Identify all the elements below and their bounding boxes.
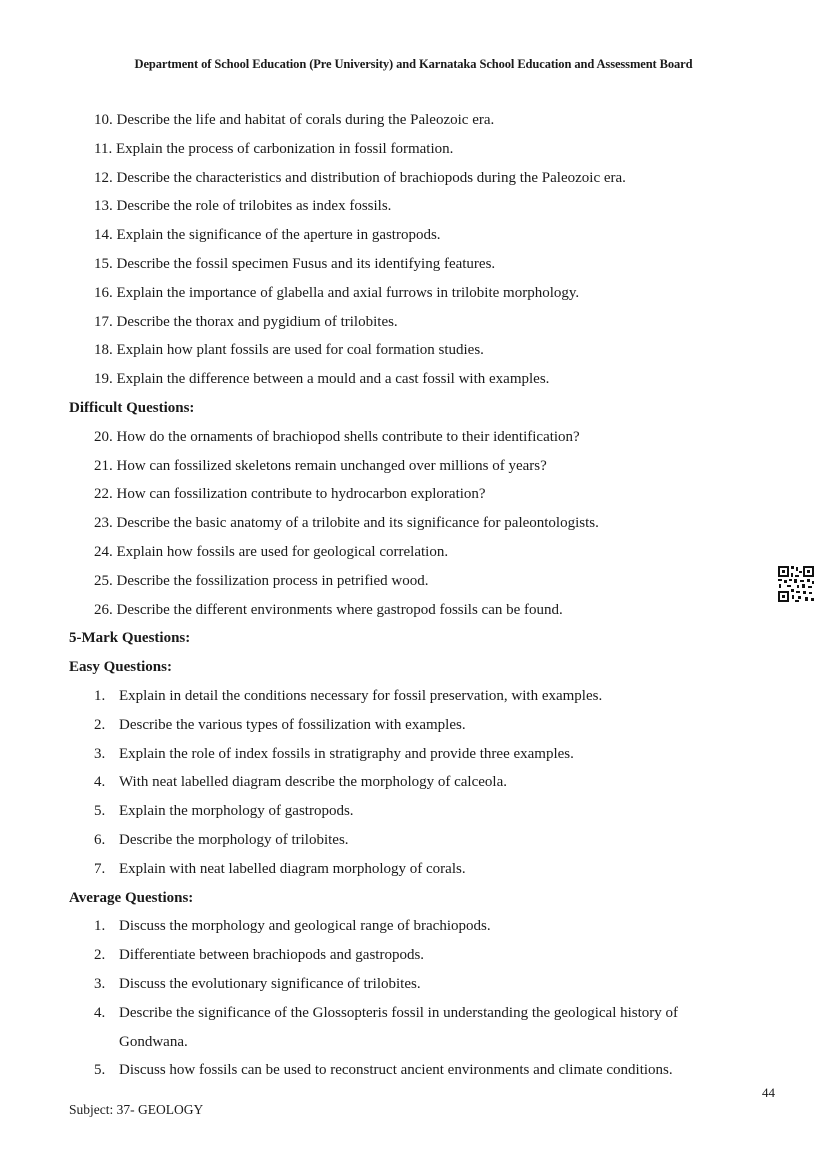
- question-item: 15. Describe the fossil specimen Fusus and its identifying features.: [94, 255, 496, 272]
- question-item: 19. Explain the difference between a mould and a cast fossil with examples.: [94, 371, 550, 388]
- question-item: [0, 740, 827, 769]
- question-item: 17. Describe the thorax and pygidium of trilobites.: [94, 313, 398, 330]
- question-item: [0, 855, 827, 884]
- question-item: 13. Describe the role of trilobites as index fossils.: [94, 198, 392, 215]
- question-text: Describe the various types of fossilization with examples.: [119, 716, 466, 733]
- question-item: 18. Explain how plant fossils are used for coal formation studies.: [94, 342, 484, 359]
- question-number: 3.: [94, 975, 106, 992]
- question-text: Explain the role of index fossils in stratigraphy and provide three examples.: [119, 745, 574, 762]
- question-item: 20. How do the ornaments of brachiopod shells contribute to their identification?: [94, 428, 580, 445]
- average-questions-heading: Average Questions:: [69, 889, 194, 906]
- question-text: Explain the morphology of gastropods.: [119, 803, 354, 820]
- easy-questions-heading: Easy Questions:: [69, 659, 172, 676]
- question-item: [0, 999, 827, 1028]
- page-number: 44: [762, 1085, 775, 1100]
- qr-code-icon[interactable]: [777, 565, 815, 603]
- five-mark-questions-heading: 5-Mark Questions:: [69, 630, 191, 647]
- question-item: 16. Explain the importance of glabella and axial furrows in trilobite morphology.: [94, 284, 580, 301]
- question-item: [0, 797, 827, 826]
- question-text: Discuss how fossils can be used to reconstruct ancient environments and climate conditions.: [119, 1062, 673, 1079]
- question-item: [0, 1056, 827, 1085]
- question-item: [0, 912, 827, 941]
- question-text: With neat labelled diagram describe the morphology of calceola.: [119, 774, 507, 791]
- question-item: [0, 941, 827, 970]
- page-header: Department of School Education (Pre University) and Karnataka School Education and Assessment Board: [134, 57, 693, 71]
- question-item: 11. Explain the process of carbonization in fossil formation.: [94, 140, 454, 157]
- question-number: 6.: [94, 831, 106, 848]
- footer-subject: Subject: 37- GEOLOGY: [69, 1102, 204, 1117]
- question-number: 7.: [94, 860, 106, 877]
- question-number: 3.: [94, 745, 106, 762]
- question-number: 1.: [94, 687, 106, 704]
- question-item: [0, 682, 827, 711]
- question-item: 23. Describe the basic anatomy of a trilobite and its significance for paleontologists.: [94, 515, 599, 532]
- difficult-questions-heading: Difficult Questions:: [69, 399, 195, 416]
- question-number: 5.: [94, 1062, 106, 1079]
- question-list: [0, 106, 827, 1085]
- question-text: Discuss the morphology and geological range of brachiopods.: [119, 918, 491, 935]
- question-number: 5.: [94, 803, 106, 820]
- question-text: Differentiate between brachiopods and gastropods.: [119, 947, 425, 964]
- question-item: [0, 826, 827, 855]
- question-text: Describe the morphology of trilobites.: [119, 831, 349, 848]
- question-item: [0, 768, 827, 797]
- question-item: 14. Explain the significance of the aperture in gastropods.: [94, 227, 441, 244]
- question-continuation: Gondwana.: [119, 1033, 188, 1050]
- question-item: 22. How can fossilization contribute to hydrocarbon exploration?: [94, 486, 486, 503]
- question-number: 2.: [94, 947, 106, 964]
- question-item: [0, 711, 827, 740]
- question-number: 4.: [94, 774, 106, 791]
- question-item: 26. Describe the different environments where gastropod fossils can be found.: [94, 601, 563, 618]
- question-number: 2.: [94, 716, 106, 733]
- question-text: Explain with neat labelled diagram morphology of corals.: [119, 860, 466, 877]
- question-item: 10. Describe the life and habitat of corals during the Paleozoic era.: [94, 112, 495, 128]
- question-text: Describe the significance of the Glossopteris fossil in understanding the geological history of: [119, 1004, 679, 1021]
- question-text: Explain in detail the conditions necessary for fossil preservation, with examples.: [119, 687, 603, 704]
- question-text: Discuss the evolutionary significance of trilobites.: [119, 975, 421, 992]
- question-item: 25. Describe the fossilization process in petrified wood.: [94, 572, 429, 589]
- question-item: [0, 970, 827, 999]
- question-item: 24. Explain how fossils are used for geological correlation.: [94, 543, 449, 560]
- question-number: 1.: [94, 918, 106, 935]
- question-item: 21. How can fossilized skeletons remain unchanged over millions of years?: [94, 457, 547, 474]
- question-item: 12. Describe the characteristics and distribution of brachiopods during the Paleozoic era.: [94, 169, 626, 186]
- question-number: 4.: [94, 1004, 106, 1021]
